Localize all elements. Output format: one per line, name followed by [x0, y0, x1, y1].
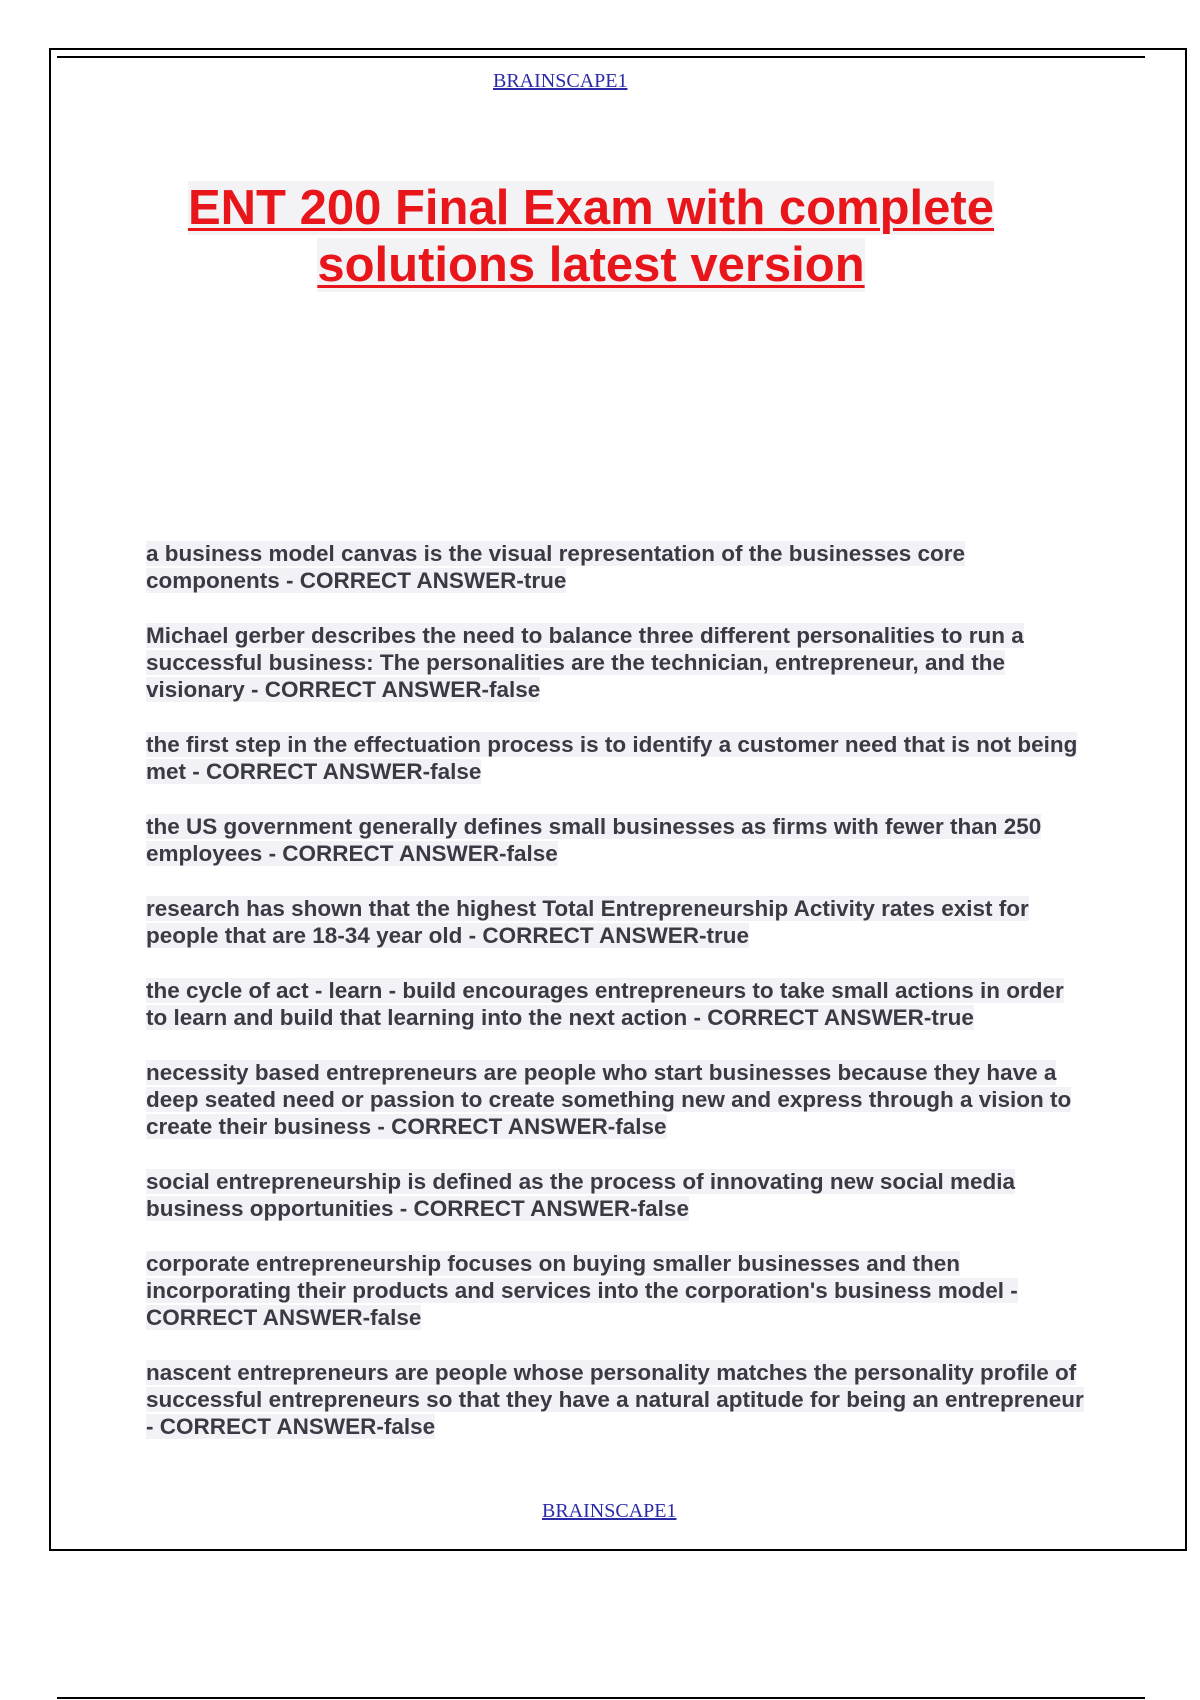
question-text: social entrepreneurship is defined as the process of innovating new social media business opportunities - CORRECT ANSWER-false — [146, 1169, 1015, 1221]
question-text: research has shown that the highest Total Entrepreneurship Activity rates exist for people that are 18-34 year old - CORRECT ANSWER-true — [146, 896, 1029, 948]
document-title — [120, 180, 1062, 294]
question-text: corporate entrepreneurship focuses on buying smaller businesses and then incorporating their products and services into the corporation's business model - CORRECT ANSWER-false — [146, 1251, 1018, 1330]
question-item — [146, 895, 1086, 949]
question-item — [146, 731, 1086, 785]
question-text: the first step in the effectuation process is to identify a customer need that is not being met - CORRECT ANSWER-false — [146, 732, 1078, 784]
question-item — [146, 1168, 1086, 1222]
title-line-1: ENT 200 Final Exam with complete — [187, 181, 994, 235]
question-text: nascent entrepreneurs are people whose personality matches the personality profile of successful entrepreneurs so that they have a natural aptitude for being an entrepreneur - CORRECT ANSWER-false — [146, 1360, 1084, 1439]
bottom-rule — [57, 1697, 1145, 1699]
top-rule — [57, 56, 1145, 58]
question-item — [146, 1059, 1086, 1140]
question-text: Michael gerber describes the need to balance three different personalities to run a successful business: The personalities are the technician, entrepreneur, and the visionary - CORRECT ANSWER-false — [146, 623, 1024, 702]
brainscape-header-link[interactable]: BRAINSCAPE1 — [493, 70, 628, 92]
question-text: necessity based entrepreneurs are people who start businesses because they have a deep seated need or passion to create something new and express through a vision to create their business - CORRECT ANSWER-false — [146, 1060, 1072, 1139]
question-list — [146, 540, 1086, 1468]
title-line-2: solutions latest version — [317, 238, 865, 292]
question-text: a business model canvas is the visual representation of the businesses core components - CORRECT ANSWER-true — [146, 541, 966, 593]
question-item — [146, 622, 1086, 703]
question-text: the cycle of act - learn - build encourages entrepreneurs to take small actions in order to learn and build that learning into the next action - CORRECT ANSWER-true — [146, 978, 1064, 1030]
question-item — [146, 977, 1086, 1031]
question-item — [146, 813, 1086, 867]
question-item — [146, 540, 1086, 594]
brainscape-footer-link[interactable]: BRAINSCAPE1 — [542, 1500, 677, 1522]
question-item — [146, 1359, 1086, 1440]
question-text: the US government generally defines small businesses as firms with fewer than 250 employees - CORRECT ANSWER-false — [146, 814, 1042, 866]
question-item — [146, 1250, 1086, 1331]
